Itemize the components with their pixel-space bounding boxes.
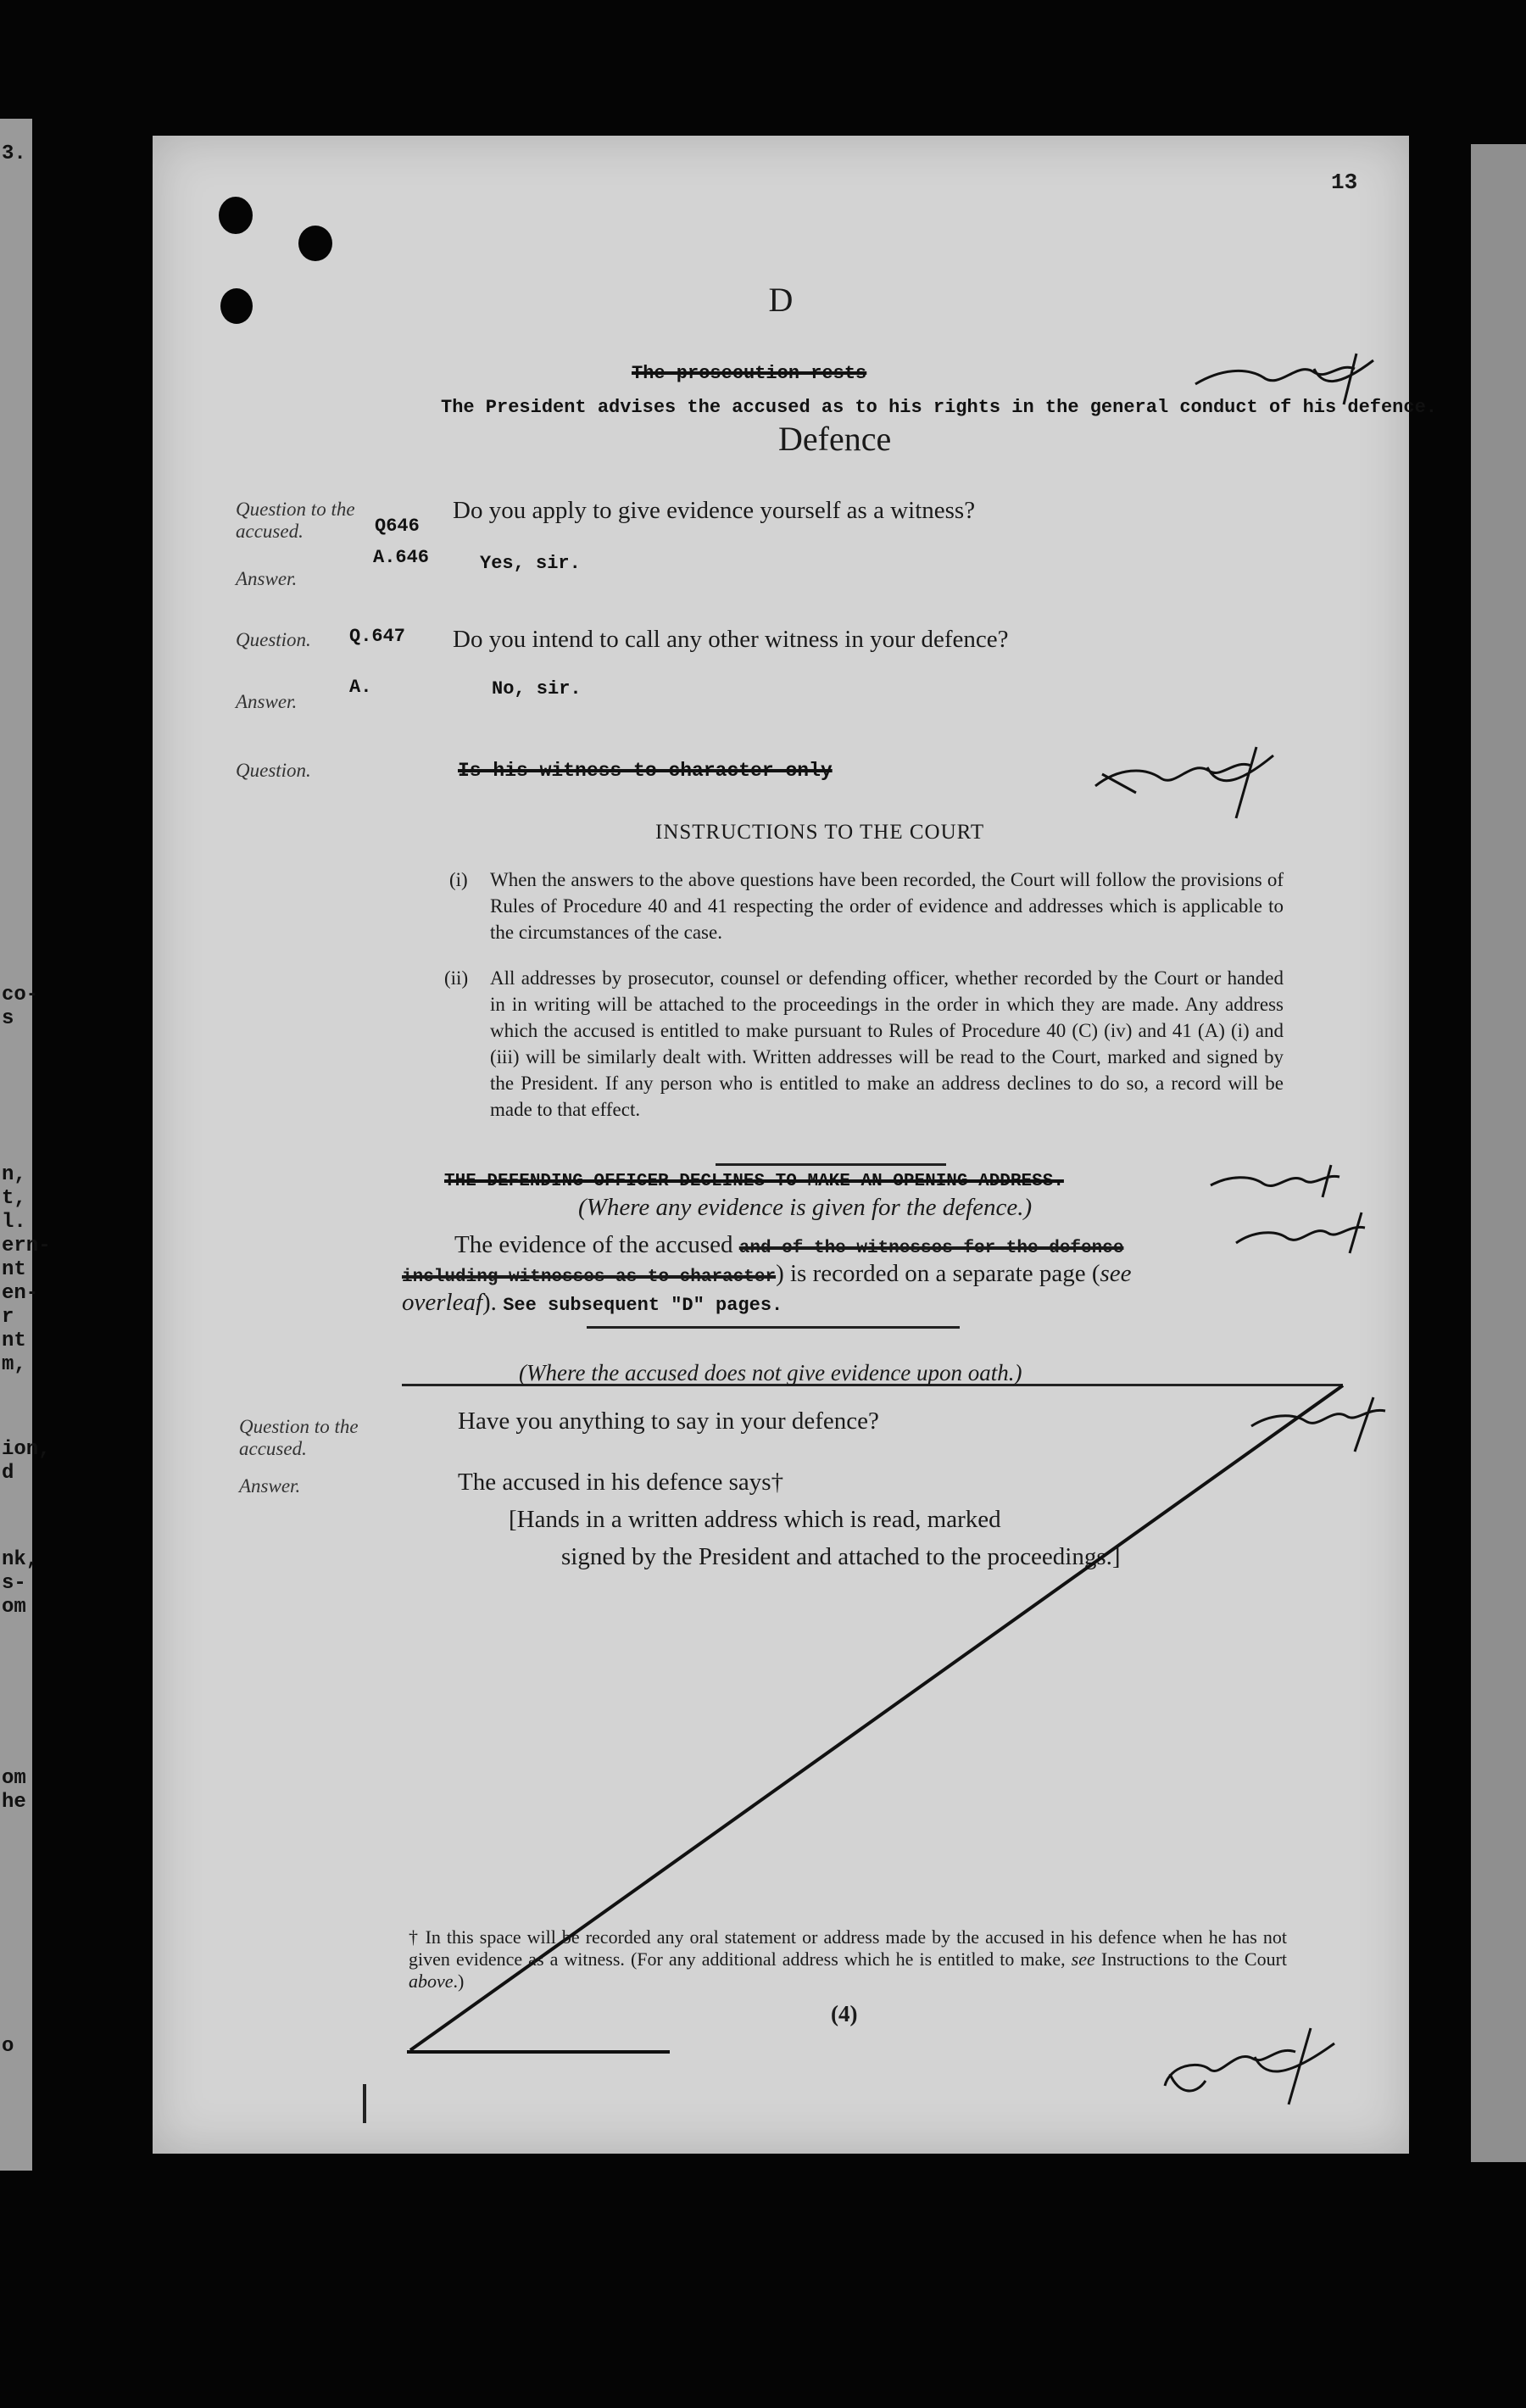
- fragment: d: [2, 1462, 14, 1485]
- question-label: Question to the accused.: [236, 499, 355, 542]
- struck-evidence-2: including witnesses as to character: [402, 1268, 777, 1287]
- question-text: Do you apply to give evidence yourself as a witness?: [453, 497, 976, 524]
- evidence-see: see: [1100, 1260, 1132, 1287]
- evidence-overleaf: overleaf: [402, 1289, 483, 1316]
- struck-opening-address: THE DEFENDING OFFICER DECLINES TO MAKE AN OPENING ADDRESS.: [444, 1172, 1064, 1191]
- question-text: Have you anything to say in your defence?: [458, 1407, 879, 1435]
- adjacent-page-right: [1471, 144, 1526, 2162]
- footnote-above: above: [409, 1970, 454, 1992]
- fragment: s: [2, 1007, 14, 1030]
- answer-label: Answer.: [239, 1475, 301, 1497]
- question-number: Q646: [375, 516, 420, 537]
- answer-label: Answer.: [236, 568, 298, 589]
- fragment: 3.: [2, 142, 26, 165]
- fragment: om: [2, 1596, 26, 1619]
- section-heading: Defence: [778, 420, 892, 458]
- evidence-lead: The evidence of the accused: [454, 1231, 733, 1258]
- president-advice: The President advises the accused as to his rights in the general conduct of his defence.: [441, 397, 1437, 418]
- answer-bracket-line2: signed by the President and attached to the proceedings.]: [561, 1543, 1121, 1570]
- answer-number: A.: [349, 677, 372, 698]
- footnote-end: .): [453, 1970, 465, 1992]
- struck-question: Is his witness to character only: [458, 760, 833, 782]
- question-text: Do you intend to call any other witness in your defence?: [453, 626, 1009, 653]
- punch-hole: [298, 226, 332, 261]
- divider: [716, 1163, 946, 1166]
- instruction-marker: (ii): [444, 967, 469, 989]
- form-letter: D: [768, 281, 794, 319]
- fragment: ern-: [2, 1235, 51, 1257]
- divider: [587, 1326, 960, 1329]
- adjacent-page-left: [0, 119, 51, 2171]
- fragment: nt: [2, 1329, 26, 1352]
- fragment: nk,: [2, 1548, 39, 1571]
- evidence-note: (Where any evidence is given for the defence.): [578, 1194, 1033, 1221]
- initials-signature: [1153, 2018, 1348, 2111]
- fragment: nt: [2, 1258, 26, 1281]
- answer-bracket-line1: [Hands in a written address which is read, marked: [509, 1506, 1001, 1533]
- fragment: n,: [2, 1163, 26, 1186]
- footnote-see: see: [1071, 1948, 1095, 1970]
- punch-hole: [219, 197, 253, 234]
- struck-evidence-1: and of the witnesses for the defence: [738, 1239, 1124, 1258]
- fragment: en-: [2, 1282, 39, 1305]
- initials-signature: [1085, 733, 1280, 827]
- answer-number: A.646: [373, 547, 430, 568]
- struck-prosecution-line: The prosecution rests: [632, 363, 867, 384]
- evidence-paragraph-line3: [402, 1289, 782, 1317]
- footnote: [409, 1926, 1287, 1993]
- initials-signature: [1204, 1160, 1356, 1202]
- question-label: Question.: [236, 760, 311, 781]
- fragment: ion,: [2, 1438, 51, 1461]
- evidence-close: ).: [482, 1289, 497, 1316]
- fragment: om: [2, 1767, 26, 1790]
- page-number: (4): [831, 2001, 858, 2026]
- fragment: co-: [2, 984, 39, 1006]
- fragment: m,: [2, 1353, 26, 1376]
- evidence-typed-note: See subsequent "D" pages.: [503, 1295, 783, 1316]
- instruction-ii: All addresses by prosecutor, counsel or defending officer, whether recorded by the Court or handed in in writing will be attached to the proceedings in the order in which they are made. Any address which the accused is entitled to make pursuant to Rules of Procedure 40 (C) (iv) and 41 (A) (i) and (iii) will be similarly dealt with. Written addresses will be read to the Court, marked and signed by the President. If any person who is entitled to make an address declines to do so, a record will be made to that effect.: [490, 967, 1284, 1120]
- instruction-marker: (i): [449, 869, 468, 890]
- answer-text: The accused in his defence says†: [458, 1469, 784, 1496]
- instruction-i: When the answers to the above questions have been recorded, the Court will follow the provisions of Rules of Procedure 40 and 41 respecting the order of evidence and addresses which is applicable to the circumstances of the case.: [490, 869, 1284, 943]
- fragment: t,: [2, 1187, 26, 1210]
- fragment: s-: [2, 1572, 26, 1595]
- question-label: Question.: [236, 629, 311, 650]
- answer-text: Yes, sir.: [480, 553, 581, 574]
- footnote-part1: † In this space will be recorded any oral statement or address made by the accused in his defence when he has not given evidence as a witness. (For any additional address which he is entitled to make,: [409, 1926, 1287, 1970]
- sheet-number: 13: [1331, 170, 1358, 195]
- question-label: Question to the accused.: [239, 1416, 359, 1459]
- fragment: he: [2, 1791, 26, 1814]
- stray-mark: [363, 2084, 366, 2123]
- no-oath-note: (Where the accused does not give evidence upon oath.): [519, 1360, 1022, 1385]
- initials-signature: [1229, 1209, 1382, 1260]
- fragment: l.: [2, 1211, 26, 1234]
- instructions-title: INSTRUCTIONS TO THE COURT: [655, 821, 985, 844]
- footnote-part2: Instructions to the Court: [1100, 1948, 1288, 1970]
- document-page: [153, 136, 1437, 2154]
- answer-label: Answer.: [236, 691, 298, 712]
- fragment: o: [2, 2035, 14, 2058]
- question-number: Q.647: [349, 626, 406, 647]
- fragment: r: [2, 1306, 14, 1329]
- evidence-paragraph-line2: [402, 1260, 1445, 1291]
- evidence-tail: ) is recorded on a separate page (: [776, 1260, 1100, 1287]
- answer-text: No, sir.: [492, 678, 582, 700]
